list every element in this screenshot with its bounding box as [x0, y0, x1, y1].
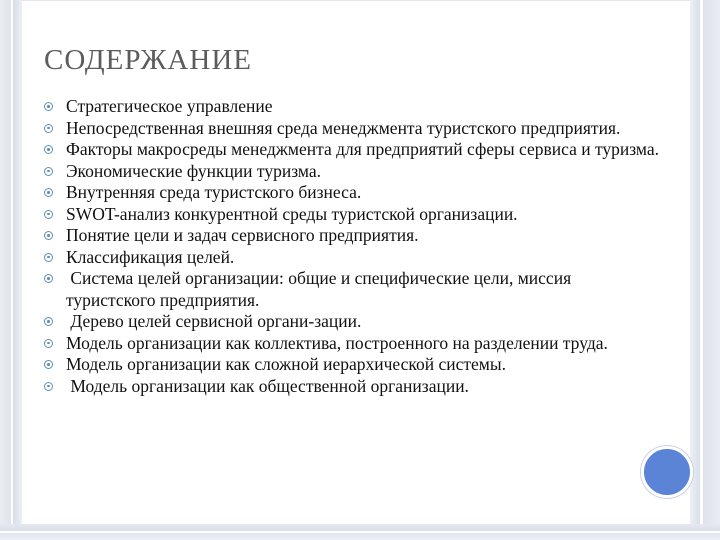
decorative-circle	[641, 446, 693, 498]
bullet-icon	[44, 167, 53, 176]
list-item	[44, 311, 664, 333]
list-item	[44, 118, 664, 140]
bullet-icon	[44, 145, 53, 154]
bullet-icon	[44, 102, 53, 111]
list-item	[44, 376, 664, 398]
list-item	[44, 354, 664, 376]
bullet-icon	[44, 253, 53, 262]
bullet-icon	[44, 382, 53, 391]
bullet-icon	[44, 317, 53, 326]
frame-bottom-border	[0, 524, 720, 540]
list-item-text: Непосредственная внешняя среда менеджмента туристского предприятия.	[66, 117, 621, 138]
bullet-icon	[44, 188, 53, 197]
list-item-text: Система целей организации: общие и специфические цели, миссия туристского предприятия.	[66, 268, 576, 310]
frame-left-border	[0, 0, 22, 540]
list-item	[44, 139, 664, 161]
list-item-text: Внутренняя среда туристского бизнеса.	[66, 182, 362, 202]
list-item	[44, 247, 664, 269]
list-item	[44, 225, 664, 247]
list-item-text: Дерево целей сервисной органи-зации.	[66, 311, 362, 331]
frame-right-border	[690, 0, 720, 540]
list-item	[44, 182, 664, 204]
list-item-text: Модель организации как коллектива, построенного на разделении труда.	[66, 332, 608, 353]
bullet-icon	[44, 360, 53, 369]
bullet-icon	[44, 274, 53, 283]
contents-list	[44, 96, 664, 397]
frame-top-line	[22, 0, 690, 1]
list-item-text: Классификация целей.	[66, 246, 235, 267]
list-item-text: Модель организации как сложной иерархической системы.	[66, 354, 507, 374]
list-item	[44, 268, 664, 311]
list-item-text: Понятие цели и задач сервисного предприятия.	[66, 225, 419, 245]
list-item-text: Модель организации как общественной организации.	[66, 375, 469, 396]
bullet-icon	[44, 231, 53, 240]
bullet-icon	[44, 339, 53, 348]
list-item	[44, 161, 664, 183]
list-item-text: SWOT-анализ конкурентной среды туристской организации.	[66, 203, 518, 224]
bullet-icon	[44, 210, 53, 219]
list-item-text: Факторы макросреды менеджмента для предприятий сферы сервиса и туризма.	[66, 139, 660, 159]
list-item	[44, 96, 664, 118]
list-item-text: Экономические функции туризма.	[66, 160, 321, 181]
list-item-text: Стратегическое управление	[66, 96, 273, 116]
bullet-icon	[44, 124, 53, 133]
list-item	[44, 204, 664, 226]
slide-title: СОДЕРЖАНИЕ	[44, 44, 252, 76]
list-item	[44, 333, 664, 355]
